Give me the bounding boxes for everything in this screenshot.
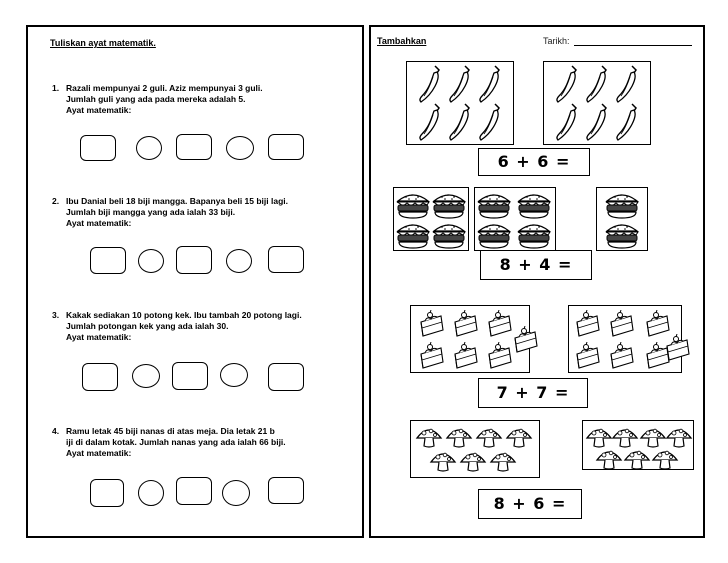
cake-slice-icon — [417, 310, 447, 338]
chili-icon — [445, 64, 473, 104]
cake-slice-icon — [573, 342, 603, 370]
answer-number-box[interactable] — [176, 477, 212, 505]
question-3 — [52, 310, 366, 343]
chili-icon — [552, 102, 580, 142]
question-line: Ayat matematik: — [66, 448, 132, 458]
burger-icon — [477, 220, 511, 249]
cake-slice-icon — [451, 342, 481, 370]
mushroom-icon — [475, 425, 503, 449]
equation-box[interactable]: 8 + 6 = — [478, 489, 582, 519]
chili-icon — [582, 64, 610, 104]
chili-icon — [552, 64, 580, 104]
answer-number-box[interactable] — [176, 246, 212, 274]
equation-box[interactable]: 8 + 4 = — [480, 250, 592, 280]
picture-group-cake — [410, 305, 530, 373]
answer-number-box[interactable] — [82, 363, 118, 391]
burger-icon — [517, 220, 551, 249]
cake-slice-icon — [573, 310, 603, 338]
burger-icon — [605, 220, 639, 249]
question-line: Jumlah guli yang ada pada mereka adalah 5. — [66, 94, 246, 104]
mushroom-icon — [639, 425, 667, 449]
picture-group-chili — [543, 61, 651, 145]
picture-group-chili — [406, 61, 514, 145]
cake-slice-icon — [451, 310, 481, 338]
question-line: Ayat matematik: — [66, 105, 132, 115]
left-header: Tuliskan ayat matematik. — [50, 38, 156, 48]
cake-slice-icon — [607, 310, 637, 338]
mushroom-icon — [505, 425, 533, 449]
answer-number-box[interactable] — [172, 362, 208, 390]
mushroom-icon — [651, 447, 679, 471]
picture-group-burger — [393, 187, 469, 251]
answer-operator-circle[interactable] — [138, 480, 164, 506]
picture-group-mushroom — [410, 420, 540, 478]
chili-icon — [475, 64, 503, 104]
picture-group-cake — [568, 305, 682, 373]
date-blank-line[interactable] — [574, 36, 692, 46]
cake-slice-icon — [417, 342, 447, 370]
burger-icon — [477, 190, 511, 219]
chili-icon — [612, 64, 640, 104]
question-line: iji di dalam kotak. Jumlah nanas yang ada ialah 66 biji. — [66, 437, 286, 447]
cake-slice-icon — [663, 334, 693, 362]
equation-box[interactable]: 7 + 7 = — [478, 378, 588, 408]
picture-group-burger — [596, 187, 648, 251]
answer-result-box[interactable] — [268, 246, 304, 273]
answer-operator-circle[interactable] — [222, 480, 250, 506]
picture-group-burger — [474, 187, 556, 251]
answer-number-box[interactable] — [90, 479, 124, 507]
question-line: Razali mempunyai 2 guli. Aziz mempunyai 3 guli. — [66, 83, 263, 93]
mushroom-icon — [415, 425, 443, 449]
burger-icon — [432, 220, 466, 249]
date-label: Tarikh: — [543, 36, 573, 46]
question-number: 1. — [52, 83, 60, 93]
answer-operator-circle[interactable] — [132, 364, 160, 388]
answer-operator-circle[interactable] — [226, 136, 254, 160]
mushroom-icon — [595, 447, 623, 471]
question-4 — [52, 426, 366, 459]
question-number: 4. — [52, 426, 60, 436]
chili-icon — [612, 102, 640, 142]
mushroom-icon — [489, 449, 517, 473]
date-field[interactable] — [543, 36, 692, 46]
cake-slice-icon — [511, 326, 541, 354]
question-number: 2. — [52, 196, 60, 206]
answer-operator-circle[interactable] — [138, 249, 164, 273]
answer-result-box[interactable] — [268, 477, 304, 504]
worksheet-left-panel — [26, 25, 364, 538]
mushroom-icon — [623, 447, 651, 471]
picture-group-mushroom — [582, 420, 694, 470]
answer-operator-circle[interactable] — [136, 136, 162, 160]
burger-icon — [396, 220, 430, 249]
question-line: Kakak sediakan 10 potong kek. Ibu tambah 20 potong lagi. — [66, 310, 302, 320]
question-1 — [52, 83, 366, 116]
answer-result-box[interactable] — [268, 363, 304, 391]
chili-icon — [582, 102, 610, 142]
mushroom-icon — [611, 425, 639, 449]
answer-operator-circle[interactable] — [226, 249, 252, 273]
cake-slice-icon — [607, 342, 637, 370]
question-line: Ibu Danial beli 18 biji mangga. Bapanya beli 15 biji lagi. — [66, 196, 289, 206]
question-line: Ayat matematik: — [66, 218, 132, 228]
chili-icon — [415, 64, 443, 104]
mushroom-icon — [665, 425, 693, 449]
equation-box[interactable]: 6 + 6 = — [478, 148, 590, 176]
worksheet-right-panel — [369, 25, 705, 538]
chili-icon — [475, 102, 503, 142]
answer-result-box[interactable] — [268, 134, 304, 160]
question-line: Ayat matematik: — [66, 332, 132, 342]
question-2 — [52, 196, 366, 229]
burger-icon — [432, 190, 466, 219]
chili-icon — [415, 102, 443, 142]
mushroom-icon — [585, 425, 613, 449]
burger-icon — [517, 190, 551, 219]
right-header: Tambahkan — [377, 36, 427, 46]
answer-number-box[interactable] — [90, 247, 126, 274]
answer-number-box[interactable] — [80, 135, 116, 161]
question-line: Jumlah biji mangga yang ada ialah 33 biji. — [66, 207, 236, 217]
burger-icon — [396, 190, 430, 219]
burger-icon — [605, 190, 639, 219]
question-number: 3. — [52, 310, 60, 320]
question-line: Jumlah potongan kek yang ada ialah 30. — [66, 321, 229, 331]
answer-operator-circle[interactable] — [220, 363, 248, 387]
chili-icon — [445, 102, 473, 142]
mushroom-icon — [445, 425, 473, 449]
mushroom-icon — [429, 449, 457, 473]
question-line: Ramu letak 45 biji nanas di atas meja. Dia letak 21 b — [66, 426, 275, 436]
answer-number-box[interactable] — [176, 134, 212, 160]
mushroom-icon — [459, 449, 487, 473]
